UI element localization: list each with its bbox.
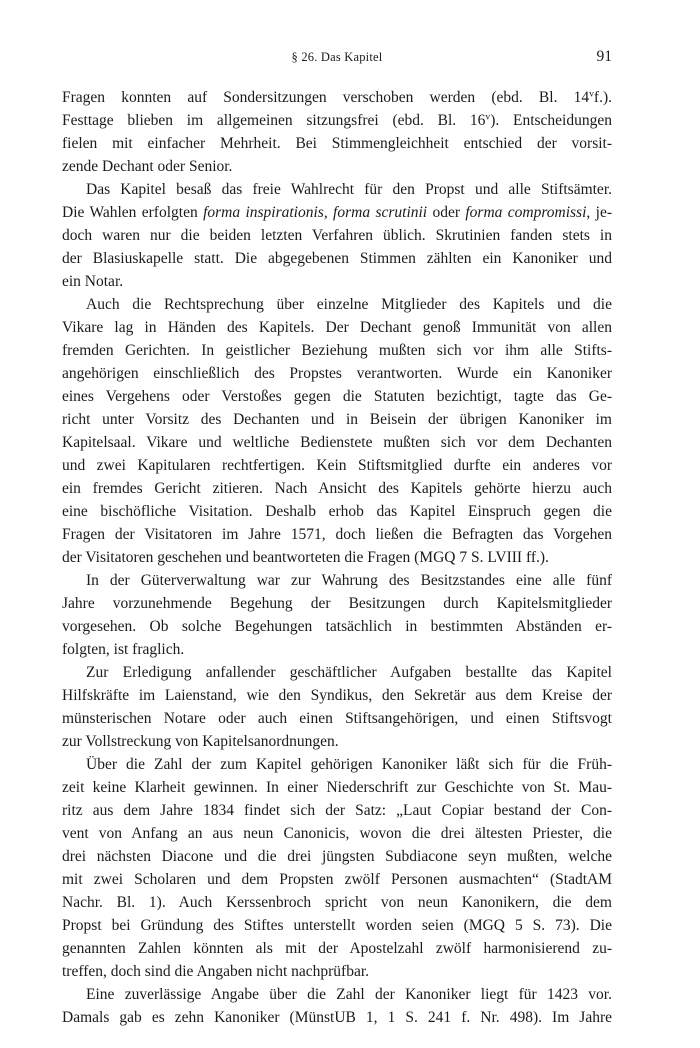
text-run: Zur Erledigung anfallender geschäftlicher Aufgaben bestallte das Kapitel bbox=[86, 664, 612, 681]
text-run: oder bbox=[427, 204, 466, 221]
text-line bbox=[62, 201, 612, 224]
text-run: vorgesehen. Ob solche Begehungen tatsächlich in bestimmten Abständen er- bbox=[62, 618, 612, 635]
text-run: zur Vollstreckung von Kapitelsanordnungen. bbox=[62, 733, 339, 750]
text-line bbox=[62, 1006, 612, 1029]
text-line bbox=[62, 776, 612, 799]
text-run: Das Kapitel besaß das freie Wahlrecht für den Propst und alle Stiftsämter. bbox=[86, 181, 612, 198]
text-line bbox=[62, 523, 612, 546]
text-run: der Visitatoren geschehen und beantworteten die Fragen (MGQ 7 S. LVIII ff.). bbox=[62, 549, 549, 566]
text-line bbox=[62, 937, 612, 960]
text-line bbox=[62, 500, 612, 523]
text-line bbox=[62, 477, 612, 500]
text-run: Die Wahlen erfolgten bbox=[62, 204, 204, 221]
text-line bbox=[62, 845, 612, 868]
text-run: mit zwei Scholaren und dem Propsten zwölf Personen ausmachten“ (StadtAM bbox=[62, 871, 612, 888]
text-line bbox=[62, 339, 612, 362]
text-run: eines Vergehens oder Verstoßes gegen die Statuten bezichtigt, tagte das Ge- bbox=[62, 388, 612, 405]
superscript-text: v bbox=[589, 88, 594, 100]
text-line bbox=[62, 247, 612, 270]
text-line bbox=[62, 178, 612, 201]
text-run: Vikare lag in Händen des Kapitels. Der Dechant genoß Immunität von allen bbox=[62, 319, 612, 336]
running-title: § 26. Das Kapitel bbox=[291, 50, 383, 64]
text-run: Fragen konnten auf Sondersitzungen verschoben werden (ebd. Bl. 14 bbox=[62, 89, 590, 106]
text-line bbox=[62, 592, 612, 615]
italic-text: forma inspirationis, forma scrutinii bbox=[203, 204, 428, 221]
text-run: Festtage blieben im allgemeinen sitzungsfrei (ebd. Bl. 16 bbox=[62, 112, 486, 129]
text-run: angehörigen einschließlich des Propstes verantworten. Wurde ein Kanoniker bbox=[62, 365, 612, 382]
paragraph bbox=[62, 293, 612, 569]
paragraph bbox=[62, 661, 612, 753]
paragraph bbox=[62, 753, 612, 983]
text-run: ein Notar. bbox=[62, 273, 124, 290]
text-run: ). Entscheidungen bbox=[490, 112, 612, 129]
paragraph bbox=[62, 178, 612, 293]
text-line bbox=[62, 684, 612, 707]
superscript-text: v bbox=[485, 111, 491, 123]
text-run: In der Güterverwaltung war zur Wahrung des Besitzstandes eine alle fünf bbox=[86, 572, 612, 589]
text-run: Nachr. Bl. 1). Auch Kerssenbroch spricht von neun Kanonikern, die dem bbox=[62, 894, 612, 911]
italic-text: forma compromissi bbox=[465, 204, 587, 221]
text-run: Hilfskräfte im Laienstand, wie den Syndikus, den Sekretär aus dem Kreise der bbox=[62, 687, 612, 704]
text-line bbox=[62, 638, 612, 661]
text-line bbox=[62, 385, 612, 408]
text-line bbox=[62, 109, 612, 132]
text-run: Fragen der Visitatoren im Jahre 1571, doch ließen die Befragten das Vorgehen bbox=[62, 526, 612, 543]
text-run: zeit keine Klarheit gewinnen. In einer Niederschrift zur Geschichte von St. Mau- bbox=[62, 779, 612, 796]
text-line bbox=[62, 661, 612, 684]
text-run: folgten, ist fraglich. bbox=[62, 641, 185, 658]
text-run: treffen, doch sind die Angaben nicht nachprüfbar. bbox=[62, 963, 370, 980]
text-run: münsterischen Notare oder auch einen Stiftsangehörigen, und einen Stiftsvogt bbox=[62, 710, 612, 727]
text-run: fremden Gerichten. In geistlicher Beziehung mußten sich vor ihm alle Stifts- bbox=[62, 342, 612, 359]
text-line bbox=[62, 316, 612, 339]
text-run: drei nächsten Diacone und die drei jüngsten Subdiacone seyn mußten, welche bbox=[62, 848, 612, 865]
text-run: richt unter Vorsitz des Dechanten und in Beisein der übrigen Kanoniker im bbox=[62, 411, 612, 428]
paragraph bbox=[62, 983, 612, 1029]
text-run: f.). bbox=[593, 89, 612, 106]
text-line bbox=[62, 362, 612, 385]
text-run: fielen mit einfacher Mehrheit. Bei Stimmengleichheit entschied der vorsit- bbox=[62, 135, 612, 152]
text-run: und zwei Kapitularen rechtfertigen. Kein Stiftsmitglied durfte ein anderes vor bbox=[62, 457, 612, 474]
text-line bbox=[62, 155, 612, 178]
text-line bbox=[62, 960, 612, 983]
page-number: 91 bbox=[596, 48, 612, 65]
text-line bbox=[62, 822, 612, 845]
text-run: Eine zuverlässige Angabe über die Zahl der Kanoniker liegt für 1423 vor. bbox=[86, 986, 612, 1003]
text-run: der Blasiuskapelle statt. Die abgegebenen Stimmen zählten ein Kanoniker und bbox=[62, 250, 612, 267]
text-line bbox=[62, 569, 612, 592]
text-line bbox=[62, 431, 612, 454]
text-run: eine bischöfliche Visitation. Deshalb erhob das Kapitel Einspruch gegen die bbox=[62, 503, 612, 520]
text-run: Kapitelsaal. Vikare und weltliche Bedienstete mußten sich vor dem Dechanten bbox=[62, 434, 612, 451]
text-run: genannten Zahlen könnten als mit der Apostelzahl zwölf harmonisierend zu- bbox=[62, 940, 612, 957]
text-line bbox=[62, 86, 612, 109]
text-line bbox=[62, 546, 612, 569]
text-run: zende Dechant oder Senior. bbox=[62, 158, 233, 175]
text-run: , je- bbox=[586, 204, 612, 221]
text-line bbox=[62, 293, 612, 316]
text-run: ritz aus dem Jahre 1834 findet sich der Satz: „Laut Copiar bestand der Con- bbox=[62, 802, 612, 819]
text-run: ein fremdes Gericht zitieren. Nach Ansicht des Kapitels gehörte hierzu auch bbox=[62, 480, 612, 497]
text-line bbox=[62, 707, 612, 730]
text-run: vent von Anfang an aus neun Canonicis, wovon die drei ältesten Priester, die bbox=[62, 825, 612, 842]
text-line bbox=[62, 270, 612, 293]
text-line bbox=[62, 132, 612, 155]
text-line bbox=[62, 868, 612, 891]
text-line bbox=[62, 799, 612, 822]
text-run: Über die Zahl der zum Kapitel gehörigen Kanoniker läßt sich für die Früh- bbox=[86, 756, 612, 773]
text-run: Propst bei Gründung des Stiftes unterstellt worden seien (MGQ 5 S. 73). Die bbox=[62, 917, 612, 934]
paragraph bbox=[62, 86, 612, 178]
text-line bbox=[62, 408, 612, 431]
text-line bbox=[62, 454, 612, 477]
text-run: doch waren nur die beiden letzten Verfahren üblich. Skrutinien fanden stets in bbox=[62, 227, 612, 244]
paragraph bbox=[62, 569, 612, 661]
text-line bbox=[62, 730, 612, 753]
text-line bbox=[62, 615, 612, 638]
text-line bbox=[62, 914, 612, 937]
page-header bbox=[62, 47, 612, 67]
text-run: Auch die Rechtsprechung über einzelne Mitglieder des Kapitels und die bbox=[86, 296, 612, 313]
body-text bbox=[62, 86, 612, 1029]
text-line bbox=[62, 891, 612, 914]
text-run: Jahre vorzunehmende Begehung der Besitzungen durch Kapitelsmitglieder bbox=[62, 595, 612, 612]
text-run: Damals gab es zehn Kanoniker (MünstUB 1, 1 S. 241 f. Nr. 498). Im Jahre bbox=[62, 1009, 612, 1026]
text-line bbox=[62, 983, 612, 1006]
text-line bbox=[62, 224, 612, 247]
text-line bbox=[62, 753, 612, 776]
